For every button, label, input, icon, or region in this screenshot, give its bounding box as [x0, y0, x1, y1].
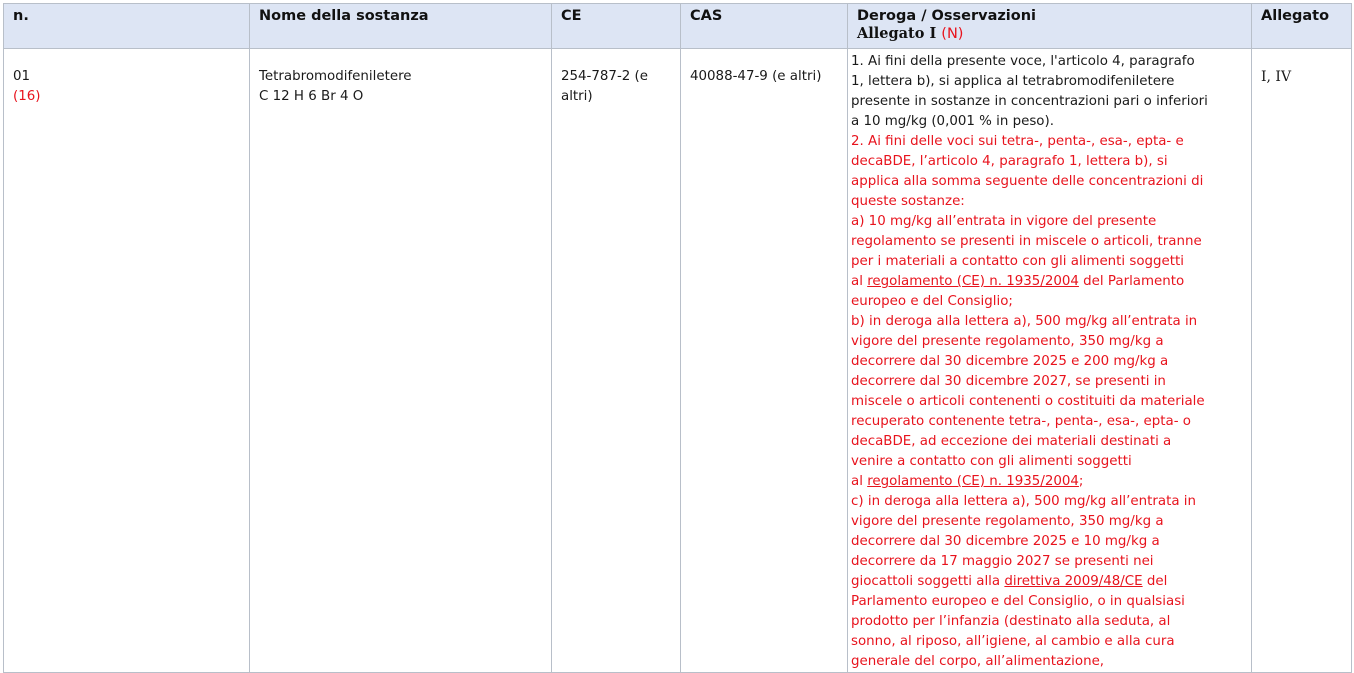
row-number-mark: (16): [13, 89, 41, 104]
obs-black-line-4: a 10 mg/kg (0,001 % in peso).: [851, 114, 1054, 129]
header-cas: CAS: [681, 4, 848, 49]
header-annex-mark: (N): [941, 26, 964, 42]
ce-number-line-2: altri): [561, 89, 593, 104]
obs-red-b-line-2: b) in deroga alla lettera a), 500 mg/kg all’entrata in: [851, 314, 1198, 329]
obs-red-c-line-1: c) in deroga alla lettera a), 500 mg/kg all’entrata in: [851, 494, 1197, 509]
header-annex-label: Allegato I: [857, 25, 937, 42]
obs-red-a-line-7: per i materiali a contatto con gli alimenti soggetti: [851, 254, 1185, 269]
obs-red-c-line-3: decorrere dal 30 dicembre 2025 e 10 mg/kg a: [851, 534, 1160, 549]
regulation-1935-2004-link-2[interactable]: regolamento (CE) n. 1935/2004: [867, 474, 1079, 489]
obs-red-d-line-1: Parlamento europeo e del Consiglio, o in qualsiasi: [851, 594, 1185, 609]
obs-red-c-line-2: vigore del presente regolamento, 350 mg/kg a: [851, 514, 1164, 529]
header-annex: [857, 25, 1243, 42]
obs-red-b-line-1: europeo e del Consiglio;: [851, 294, 1013, 309]
obs-red-a-line-4: queste sostanze:: [851, 194, 965, 209]
obs-red-a-line-6: regolamento se presenti in miscele o articoli, tranne: [851, 234, 1202, 249]
cell-cas: [681, 49, 848, 673]
obs-red-a-line-2: decaBDE, l’articolo 4, paragrafo 1, lettera b), si: [851, 154, 1168, 169]
obs-red-b-line-9: venire a contatto con gli alimenti soggetti: [851, 454, 1132, 469]
obs-red-b-line-4: decorrere dal 30 dicembre 2025 e 200 mg/kg a: [851, 354, 1169, 369]
cell-name: [250, 49, 552, 673]
obs-red-b-line-7: recuperato contenente tetra-, penta-, esa-, epta- o: [851, 414, 1191, 429]
substance-formula: C 12 H 6 Br 4 O: [259, 89, 364, 104]
obs-red: [851, 132, 1243, 672]
obs-red-d-line-2: prodotto per l’infanzia (destinato alla seduta, al: [851, 614, 1171, 629]
obs-red-b-line-3: vigore del presente regolamento, 350 mg/kg a: [851, 334, 1164, 349]
obs-red-d-line-4: generale del corpo, all’alimentazione,: [851, 654, 1105, 669]
obs-black-line-3: presente in sostanze in concentrazioni pari o inferiori: [851, 94, 1208, 109]
cell-ce: [552, 49, 681, 673]
header-ce: CE: [552, 4, 681, 49]
annex-value: I, IV: [1261, 69, 1292, 85]
header-deroga-label: Deroga / Osservazioni: [857, 8, 1037, 24]
obs-red-c-line-4: decorrere da 17 maggio 2027 se presenti nei: [851, 554, 1154, 569]
cas-number: 40088-47-9 (e altri): [690, 69, 822, 84]
obs-black-line-2: 1, lettera b), si applica al tetrabromodifeniletere: [851, 74, 1175, 89]
obs-red-b-line-6: miscele o articoli contenenti o costituiti da materiale: [851, 394, 1205, 409]
obs-black-line-1: 1. Ai fini della presente voce, l'articolo 4, paragrafo: [851, 54, 1195, 69]
header-n: n.: [4, 4, 250, 49]
table-header-row: [4, 4, 1352, 49]
obs-red-a-line-5: a) 10 mg/kg all’entrata in vigore del presente: [851, 214, 1157, 229]
obs-red-a-line-1: 2. Ai fini delle voci sui tetra-, penta-, esa-, epta- e: [851, 134, 1184, 149]
substance-name: Tetrabromodifeniletere: [259, 69, 412, 84]
obs-link-line-3: giocattoli soggetti alla direttiva 2009/48/CE del: [851, 574, 1168, 589]
header-allegato: Allegato: [1252, 4, 1352, 49]
obs-link-line-1: al regolamento (CE) n. 1935/2004 del Parlamento: [851, 274, 1185, 289]
regulation-1935-2004-link[interactable]: regolamento (CE) n. 1935/2004: [867, 274, 1079, 289]
obs-red-b-line-8: decaBDE, ad eccezione dei materiali destinati a: [851, 434, 1172, 449]
obs-red-b-line-5: decorrere dal 30 dicembre 2027, se presenti in: [851, 374, 1166, 389]
cell-n: [4, 49, 250, 673]
obs-red-d-line-3: sonno, al riposo, all’igiene, al cambio e alla cura: [851, 634, 1175, 649]
obs-red-a-line-3: applica alla somma seguente delle concentrazioni di: [851, 174, 1204, 189]
obs-link-line-2: al regolamento (CE) n. 1935/2004;: [851, 474, 1084, 489]
row-number: 01: [13, 69, 31, 84]
table-row: [4, 49, 1352, 673]
directive-2009-48-link[interactable]: direttiva 2009/48/CE: [1004, 574, 1143, 589]
header-deroga: [848, 4, 1252, 49]
ce-number-line-1: 254-787-2 (e: [561, 69, 649, 84]
substance-table: [3, 3, 1352, 673]
cell-allegato: [1252, 49, 1352, 673]
cell-observations: [848, 49, 1252, 673]
header-name: Nome della sostanza: [250, 4, 552, 49]
obs-black: [851, 52, 1243, 132]
